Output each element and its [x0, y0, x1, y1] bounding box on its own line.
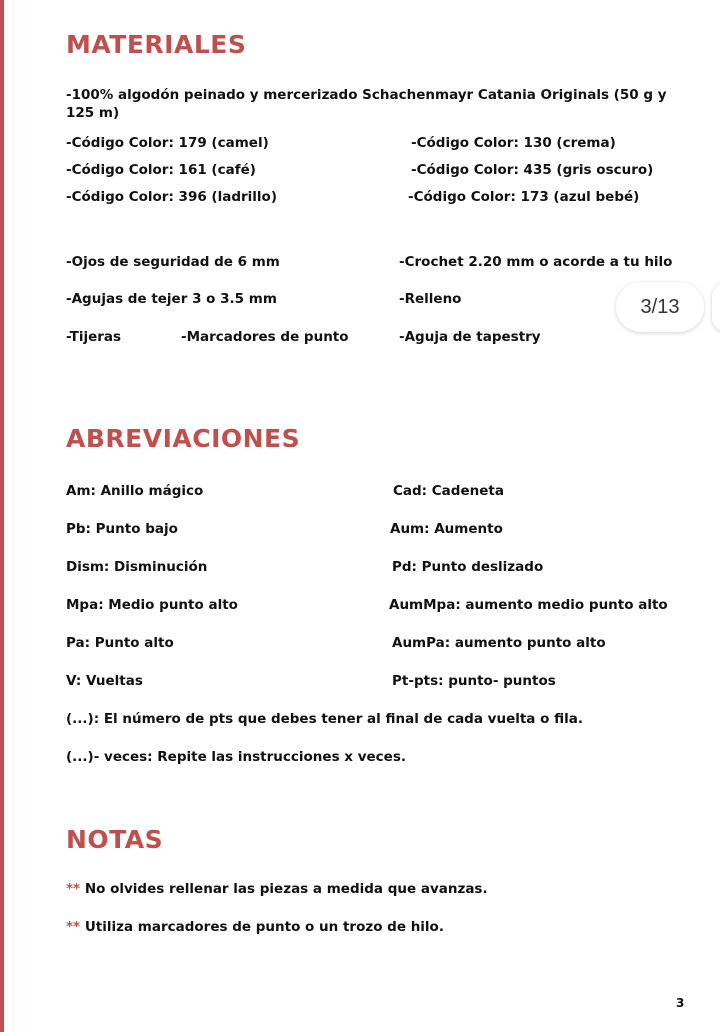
abbreviation-item: Pa: Punto alto [66, 635, 174, 651]
abbreviation-item: Aum: Aumento [390, 521, 503, 537]
note-item [66, 918, 444, 936]
yarn-description: -100% algodón peinado y mercerizado Schachenmayr Catania Originals (50 g y 125 m) [66, 87, 667, 121]
abbreviation-item: Pd: Punto deslizado [392, 559, 544, 575]
abbreviation-item: Pt-pts: punto- puntos [392, 673, 556, 689]
color-code-item: -Código Color: 130 (crema) [411, 135, 616, 151]
abbreviation-note: (...): El número de pts que debes tener al final de cada vuelta o fila. [66, 711, 583, 727]
next-page-edge-button[interactable] [712, 282, 720, 332]
abbreviation-item: Dism: Disminución [66, 559, 208, 575]
material-item: -Marcadores de punto [181, 329, 349, 345]
abbreviation-item: AumPa: aumento punto alto [392, 635, 606, 651]
abbreviation-item: Mpa: Medio punto alto [66, 597, 238, 613]
material-item: -Crochet 2.20 mm o acorde a tu hilo [399, 254, 673, 270]
materiales-heading: MATERIALES [66, 30, 247, 59]
material-item: -Aguja de tapestry [399, 329, 541, 345]
color-code-item: -Código Color: 396 (ladrillo) [66, 189, 277, 205]
material-item: -Tijeras [66, 329, 122, 345]
material-item: -Agujas de tejer 3 o 3.5 mm [66, 291, 277, 307]
abbreviation-item: Cad: Cadeneta [393, 483, 504, 499]
note-item [66, 880, 488, 898]
note-text: No olvides rellenar las piezas a medida que avanzas. [84, 881, 488, 897]
color-code-item: -Código Color: 173 (azul bebé) [408, 189, 640, 205]
abbreviation-item: Pb: Punto bajo [66, 521, 178, 537]
abbreviation-item: AumMpa: aumento medio punto alto [389, 597, 668, 613]
page-left-border [0, 0, 4, 1032]
page-number: 3 [676, 996, 685, 1010]
abbreviation-item: V: Vueltas [66, 673, 143, 689]
note-text: Utiliza marcadores de punto o un trozo de hilo. [84, 919, 444, 935]
abbreviation-item: Am: Anillo mágico [66, 483, 204, 499]
color-code-item: -Código Color: 179 (camel) [66, 135, 269, 151]
note-bullet: ** [66, 919, 81, 935]
page-indicator[interactable]: 3/13 [616, 282, 704, 332]
abbreviation-note: (...)- veces: Repite las instrucciones x veces. [66, 749, 406, 765]
color-code-item: -Código Color: 435 (gris oscuro) [411, 162, 654, 178]
notas-heading: NOTAS [66, 825, 164, 854]
color-code-item: -Código Color: 161 (café) [66, 162, 256, 178]
material-item: -Ojos de seguridad de 6 mm [66, 254, 280, 270]
note-bullet: ** [66, 881, 81, 897]
abreviaciones-heading: ABREVIACIONES [66, 424, 301, 453]
material-item: -Relleno [399, 291, 462, 307]
